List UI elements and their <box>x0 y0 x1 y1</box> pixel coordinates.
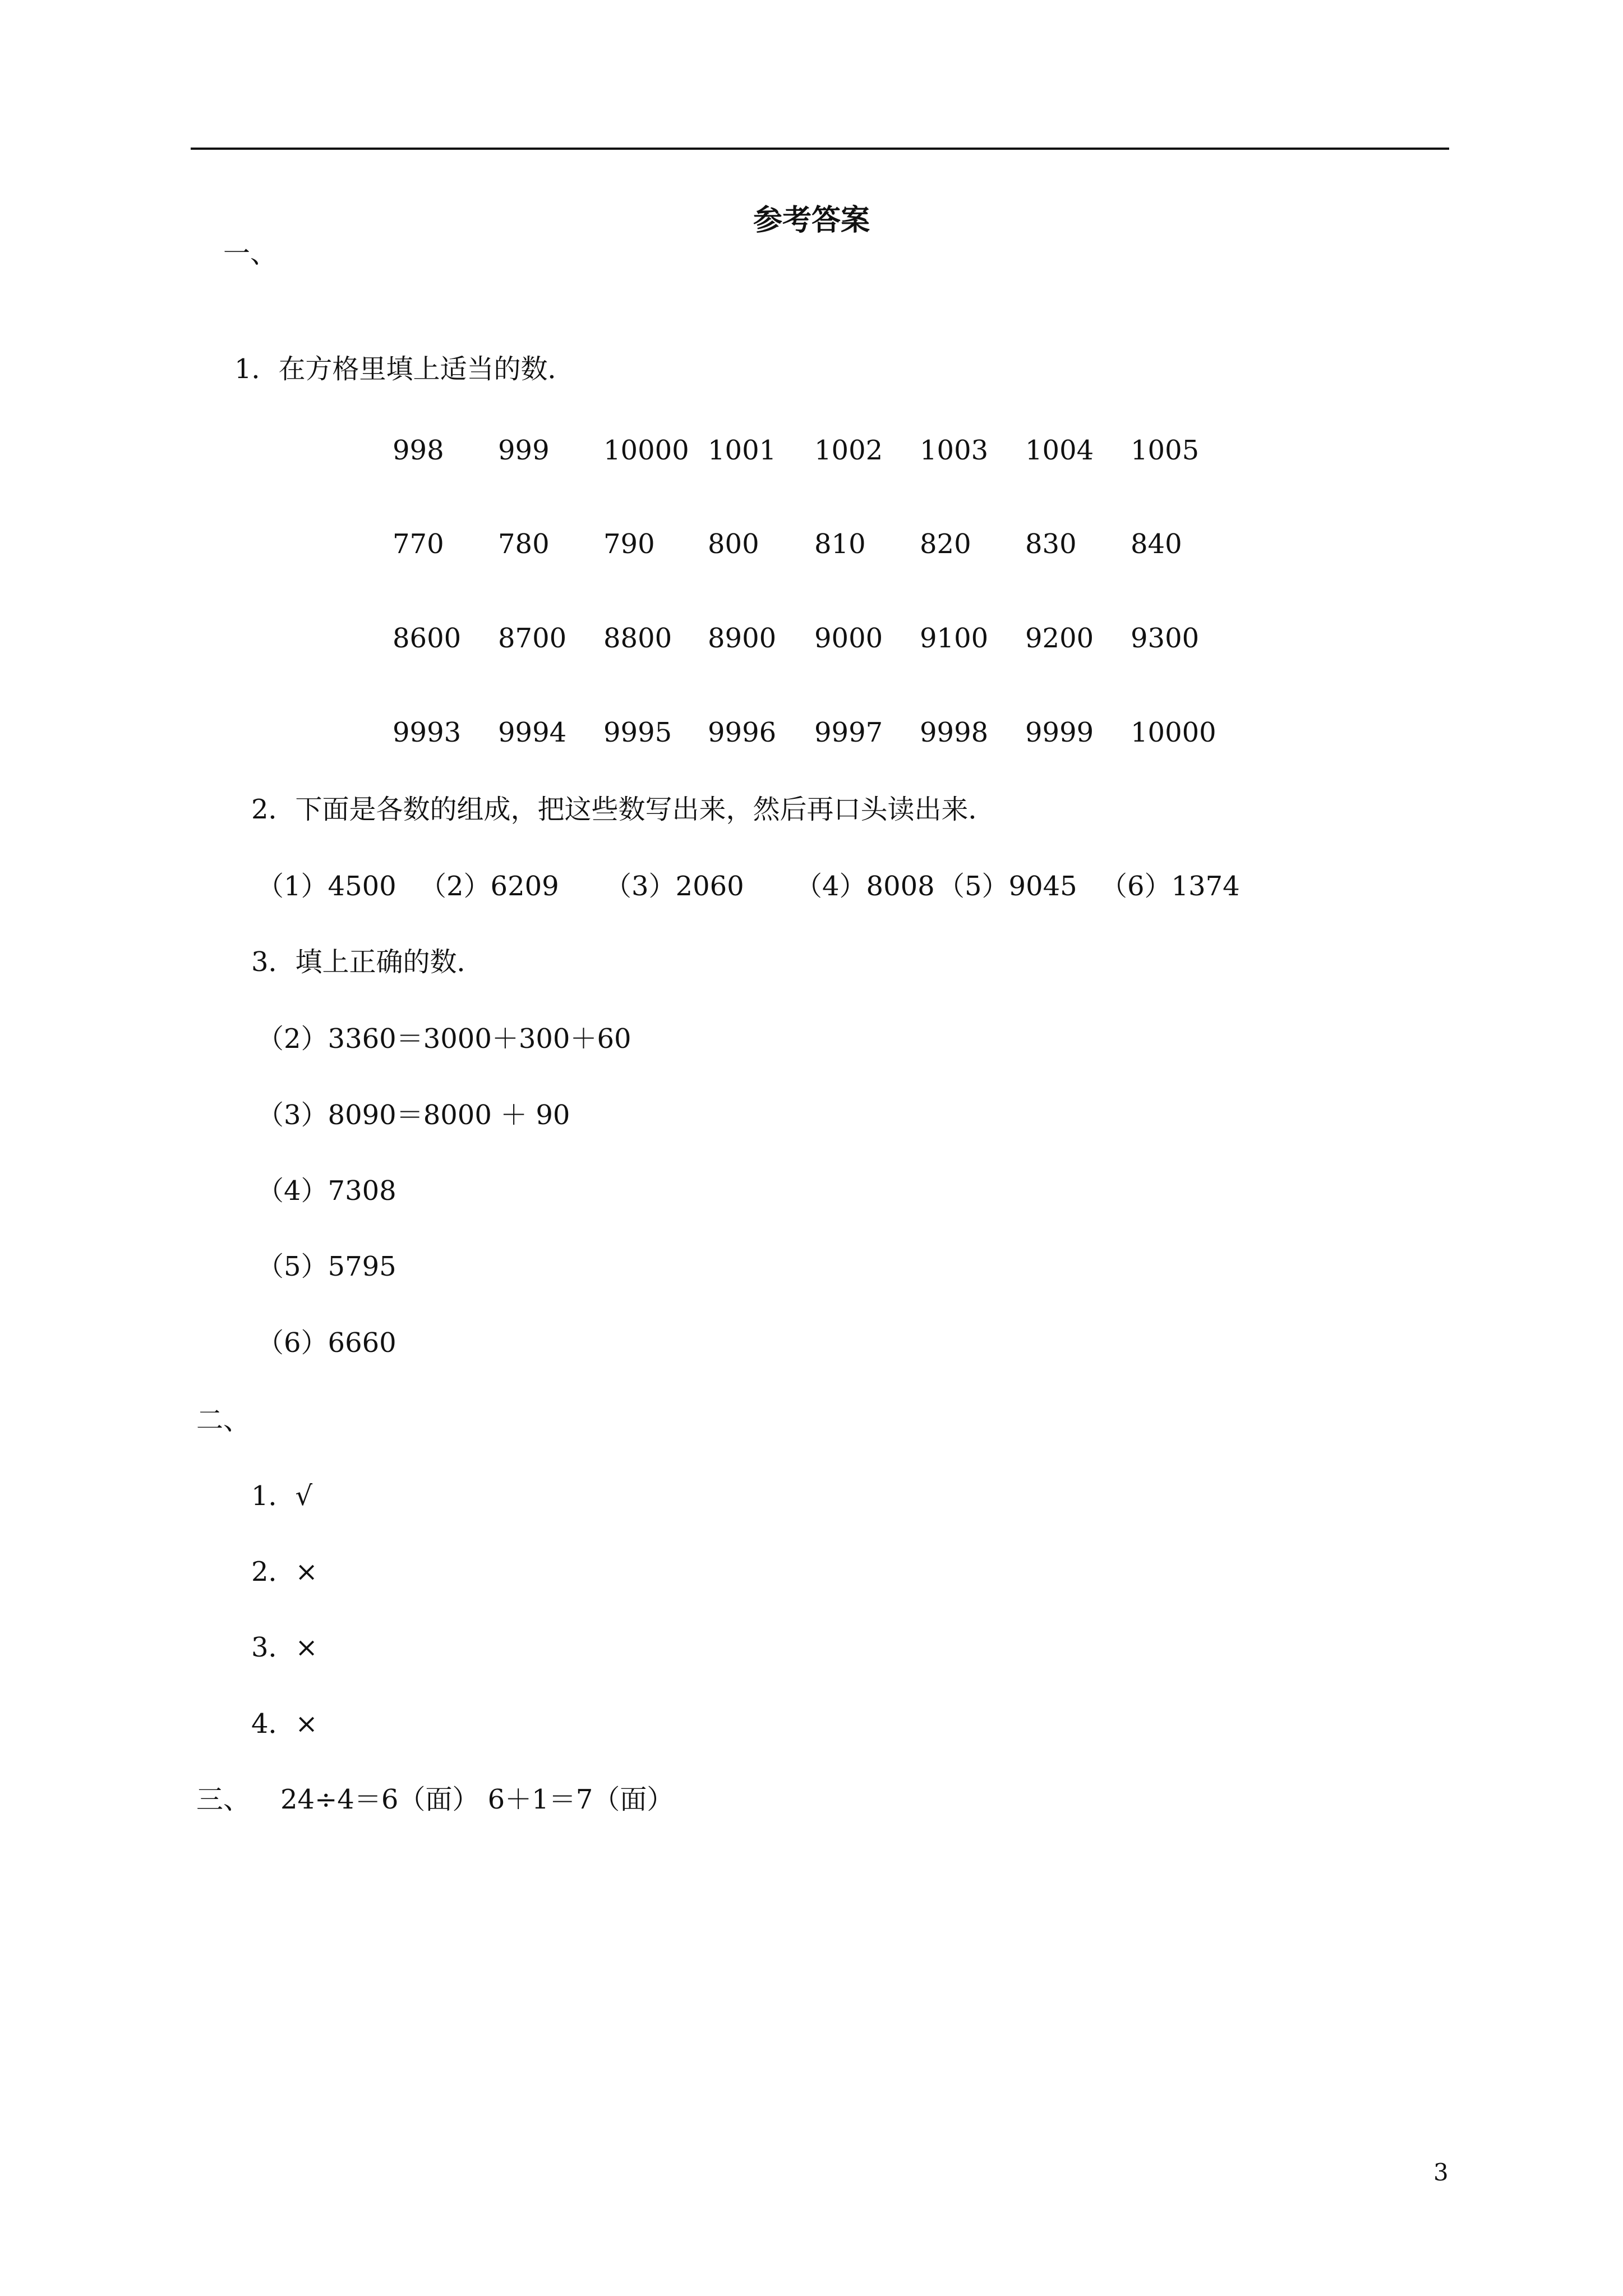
s3-answer: 24÷4＝6（面） 6＋1＝7（面） <box>280 1784 674 1815</box>
q2-answer-2: （2）6209 <box>419 871 559 902</box>
grid-cell: 1001 <box>708 435 777 466</box>
grid-cell: 9100 <box>920 623 989 654</box>
grid-cell: 1002 <box>814 435 883 466</box>
header-rule <box>191 148 1449 150</box>
grid-cell: 8700 <box>498 623 567 654</box>
grid-cell: 9996 <box>708 717 777 748</box>
page-number: 3 <box>1433 2159 1449 2186</box>
grid-cell: 9998 <box>920 717 989 748</box>
question-1-label: 1．在方格里填上适当的数． <box>234 353 575 385</box>
grid-cell: 810 <box>814 528 866 560</box>
grid-cell: 1004 <box>1025 435 1094 466</box>
grid-cell: 10000 <box>1131 717 1216 748</box>
section-2-heading: 二、 <box>196 1405 251 1436</box>
grid-cell: 800 <box>708 528 759 560</box>
s2-answer-3: 3．× <box>251 1632 318 1663</box>
q3-answer-3: （4）7308 <box>257 1175 396 1207</box>
s2-answer-2: 2．× <box>251 1556 318 1588</box>
grid-cell: 9000 <box>814 623 883 654</box>
grid-cell: 780 <box>498 528 550 560</box>
section-3-heading: 三、 <box>196 1784 251 1815</box>
q3-answer-1: （2）3360＝3000＋300＋60 <box>257 1023 631 1055</box>
grid-cell: 8600 <box>393 623 462 654</box>
section-1-heading: 一、 <box>223 238 278 269</box>
grid-cell: 1005 <box>1131 435 1200 466</box>
grid-cell: 998 <box>393 435 444 466</box>
q2-answer-6: （6）1374 <box>1100 871 1240 902</box>
q2-answer-3: （3）2060 <box>605 871 744 902</box>
grid-cell: 9993 <box>393 717 462 748</box>
grid-cell: 820 <box>920 528 971 560</box>
q3-answer-2: （3）8090＝8000 ＋ 90 <box>257 1099 570 1131</box>
grid-cell: 9200 <box>1025 623 1094 654</box>
q3-answer-5: （6）6660 <box>257 1327 396 1359</box>
grid-cell: 10000 <box>603 435 689 466</box>
grid-cell: 9999 <box>1025 717 1094 748</box>
grid-cell: 9997 <box>814 717 883 748</box>
grid-cell: 770 <box>393 528 444 560</box>
q3-answer-4: （5）5795 <box>257 1251 396 1282</box>
grid-cell: 9995 <box>603 717 672 748</box>
grid-cell: 9300 <box>1131 623 1200 654</box>
grid-cell: 8900 <box>708 623 777 654</box>
s2-answer-4: 4．× <box>251 1708 318 1740</box>
q2-answer-1: （1）4500 <box>257 871 396 902</box>
question-3-label: 3．填上正确的数． <box>251 946 484 978</box>
grid-cell: 1003 <box>920 435 989 466</box>
grid-cell: 999 <box>498 435 550 466</box>
grid-cell: 790 <box>603 528 655 560</box>
question-2-label: 2．下面是各数的组成，把这些数写出来，然后再口头读出来． <box>251 794 995 825</box>
q2-answer-4: （4）8008 <box>795 871 935 902</box>
grid-cell: 840 <box>1131 528 1182 560</box>
grid-cell: 8800 <box>603 623 672 654</box>
grid-cell: 9994 <box>498 717 567 748</box>
grid-cell: 830 <box>1025 528 1077 560</box>
q2-answer-5: （5）9045 <box>938 871 1077 902</box>
page-title: 参考答案 <box>753 203 870 237</box>
s2-answer-1: 1．√ <box>251 1480 313 1512</box>
